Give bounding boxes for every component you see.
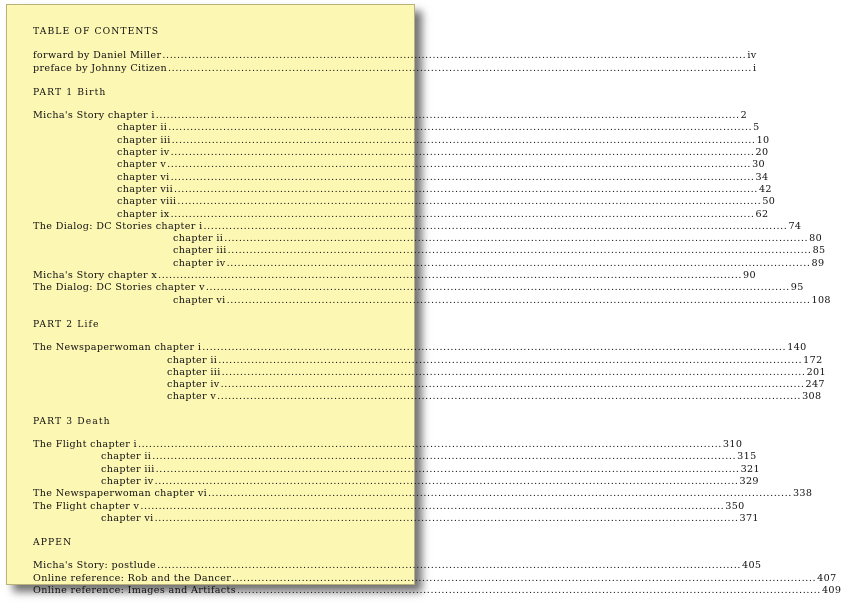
dot-leader: ................................................................................................................................................................: [168, 62, 752, 74]
entry-label: chapter iii: [101, 463, 155, 475]
entry-page-number: 140: [787, 342, 807, 354]
entry-label: chapter iii: [173, 245, 227, 257]
entry-page-number: 172: [803, 354, 823, 366]
toc-entry[interactable]: [33, 584, 841, 597]
entry-page-number: 20: [755, 147, 769, 159]
part-heading: PART 3 Death: [33, 415, 111, 427]
entry-label: The Dialog: DC Stories chapter v: [33, 282, 205, 294]
dot-leader: ................................................................................................................................................................: [208, 488, 792, 500]
entry-page-number: 201: [806, 366, 826, 378]
toc-entry[interactable]: [33, 50, 757, 62]
toc-entry[interactable]: [33, 233, 823, 245]
entry-label: chapter iv: [167, 379, 220, 391]
entry-page-number: 80: [809, 233, 823, 245]
part-heading: PART 2 Life: [33, 318, 100, 330]
entry-label: chapter iv: [101, 475, 154, 487]
entry-page-number: 85: [812, 245, 826, 257]
entry-label: Micha's Story: postlude: [33, 560, 157, 572]
dot-leader: ................................................................................................................................................................: [170, 147, 755, 159]
toc-entry[interactable]: [33, 451, 757, 463]
entry-page-number: 409: [821, 584, 841, 596]
entry-page-number: 42: [758, 183, 772, 195]
toc-entry[interactable]: [33, 475, 759, 488]
entry-page-number: i: [752, 62, 757, 74]
dot-leader: ................................................................................................................................................................: [167, 159, 752, 171]
dot-leader: ................................................................................................................................................................: [217, 391, 802, 403]
entry-label: preface by Johnny Citizen: [33, 62, 168, 74]
toc-entry[interactable]: [33, 294, 831, 307]
entry-page-number: 350: [725, 500, 745, 512]
dot-leader: ................................................................................................................................................................: [162, 50, 747, 62]
toc-entry[interactable]: [33, 62, 757, 75]
dot-leader: ................................................................................................................................................................: [232, 572, 817, 584]
entry-label: chapter ii: [173, 233, 224, 245]
entry-label: chapter vii: [117, 183, 173, 195]
toc-entry[interactable]: [33, 342, 807, 354]
entry-label: forward by Daniel Miller: [33, 50, 162, 62]
entry-label: The Newspaperwoman chapter vi: [33, 488, 208, 500]
entry-label: chapter vi: [117, 171, 170, 183]
entry-label: Online reference: Images and Artifacts: [33, 584, 237, 596]
dot-leader: ................................................................................................................................................................: [171, 134, 756, 146]
dot-leader: ................................................................................................................................................................: [226, 257, 811, 269]
entry-label: chapter iv: [117, 147, 170, 159]
toc-entry[interactable]: [33, 257, 825, 270]
dot-leader: ................................................................................................................................................................: [137, 439, 722, 451]
toc-entry[interactable]: [33, 122, 760, 134]
toc-entry[interactable]: [33, 379, 825, 391]
entry-page-number: 95: [790, 282, 804, 294]
entry-label: chapter v: [117, 159, 167, 171]
entry-label: chapter vi: [101, 512, 154, 524]
entry-label: chapter iii: [117, 134, 171, 146]
dot-leader: ................................................................................................................................................................: [174, 183, 758, 195]
dot-leader: ................................................................................................................................................................: [203, 220, 788, 232]
entry-page-number: 108: [811, 294, 831, 306]
entry-page-number: iv: [747, 50, 757, 62]
toc-entry[interactable]: [33, 110, 748, 122]
dot-leader: ................................................................................................................................................................: [157, 560, 742, 572]
toc-entry[interactable]: [33, 183, 772, 196]
entry-page-number: 2: [740, 110, 748, 122]
dot-leader: ................................................................................................................................................................: [220, 379, 805, 391]
entry-label: The Dialog: DC Stories chapter i: [33, 220, 203, 232]
dot-leader: ................................................................................................................................................................: [170, 171, 755, 183]
entry-label: chapter iv: [173, 257, 226, 269]
toc-content: [33, 26, 841, 597]
toc-entry[interactable]: [33, 366, 826, 379]
entry-label: Micha's Story chapter x: [33, 270, 158, 282]
toc-entry[interactable]: [33, 147, 769, 159]
toc-entry[interactable]: [33, 354, 823, 367]
toc-entry[interactable]: [33, 270, 756, 282]
entry-label: chapter v: [167, 391, 217, 403]
entry-page-number: 247: [805, 379, 825, 391]
toc-entry[interactable]: [33, 391, 822, 403]
entry-page-number: 89: [811, 257, 825, 269]
dot-leader: ................................................................................................................................................................: [202, 342, 787, 354]
toc-entry[interactable]: [33, 488, 813, 500]
entry-label: Online reference: Rob and the Dancer: [33, 572, 232, 584]
dot-leader: ................................................................................................................................................................: [205, 282, 790, 294]
dot-leader: ................................................................................................................................................................: [237, 584, 821, 596]
entry-page-number: 321: [740, 463, 760, 475]
entry-label: The Flight chapter v: [33, 500, 140, 512]
entry-label: The Newspaperwoman chapter i: [33, 342, 202, 354]
entry-label: chapter ix: [117, 208, 170, 220]
entry-page-number: 315: [737, 451, 757, 463]
entry-page-number: 405: [742, 560, 762, 572]
toc-page: [6, 4, 841, 596]
entry-page-number: 329: [739, 475, 759, 487]
toc-entry[interactable]: [33, 208, 769, 221]
toc-entry[interactable]: [33, 171, 769, 184]
entry-label: chapter ii: [117, 122, 168, 134]
toc-entry[interactable]: [33, 134, 770, 147]
dot-leader: ................................................................................................................................................................: [154, 512, 739, 524]
entry-page-number: 34: [755, 171, 769, 183]
entry-page-number: 338: [792, 488, 813, 500]
toc-entry[interactable]: [33, 282, 804, 294]
entry-label: chapter iii: [167, 366, 221, 378]
dot-leader: ................................................................................................................................................................: [170, 208, 755, 220]
entry-page-number: 50: [762, 196, 776, 208]
part-heading: APPEN: [33, 537, 73, 549]
toc-entry[interactable]: [33, 245, 826, 257]
toc-entry[interactable]: [33, 220, 802, 233]
dot-leader: ................................................................................................................................................................: [168, 122, 753, 134]
dot-leader: ................................................................................................................................................................: [155, 110, 740, 122]
entry-page-number: 308: [802, 391, 822, 403]
part-heading: PART 1 Birth: [33, 86, 107, 98]
dot-leader: ................................................................................................................................................................: [177, 196, 762, 208]
entry-label: Micha's Story chapter i: [33, 110, 155, 122]
dot-leader: ................................................................................................................................................................: [155, 463, 740, 475]
toc-parts: [33, 75, 841, 597]
dot-leader: ................................................................................................................................................................: [227, 245, 812, 257]
dot-leader: ................................................................................................................................................................: [158, 270, 743, 282]
dot-leader: ................................................................................................................................................................: [221, 366, 806, 378]
toc-entry[interactable]: [33, 439, 743, 451]
entry-page-number: 5: [753, 122, 760, 134]
entry-page-number: 10: [756, 134, 770, 146]
dot-leader: ................................................................................................................................................................: [224, 233, 809, 245]
toc-entry[interactable]: [33, 572, 837, 585]
toc-entry[interactable]: [33, 159, 766, 171]
dot-leader: ................................................................................................................................................................: [226, 294, 811, 306]
dot-leader: ................................................................................................................................................................: [152, 451, 737, 463]
toc-title: TABLE OF CONTENTS: [33, 26, 160, 37]
toc-entry[interactable]: [33, 196, 776, 208]
dot-leader: ................................................................................................................................................................: [140, 500, 725, 512]
toc-entry[interactable]: [33, 500, 745, 513]
dot-leader: ................................................................................................................................................................: [154, 475, 739, 487]
entry-label: chapter viii: [117, 196, 177, 208]
entry-page-number: 371: [739, 512, 759, 524]
entry-page-number: 407: [817, 572, 837, 584]
entry-label: chapter ii: [101, 451, 152, 463]
entry-page-number: 74: [788, 220, 802, 232]
entry-label: chapter vi: [173, 294, 226, 306]
entry-page-number: 30: [752, 159, 766, 171]
dot-leader: ................................................................................................................................................................: [218, 354, 803, 366]
entry-page-number: 62: [755, 208, 769, 220]
toc-entry[interactable]: [33, 512, 759, 525]
toc-entry[interactable]: [33, 560, 762, 572]
entry-label: chapter ii: [167, 354, 218, 366]
entry-label: The Flight chapter i: [33, 439, 137, 451]
entry-page-number: 310: [722, 439, 743, 451]
toc-entry[interactable]: [33, 463, 760, 476]
entry-page-number: 90: [743, 270, 756, 282]
